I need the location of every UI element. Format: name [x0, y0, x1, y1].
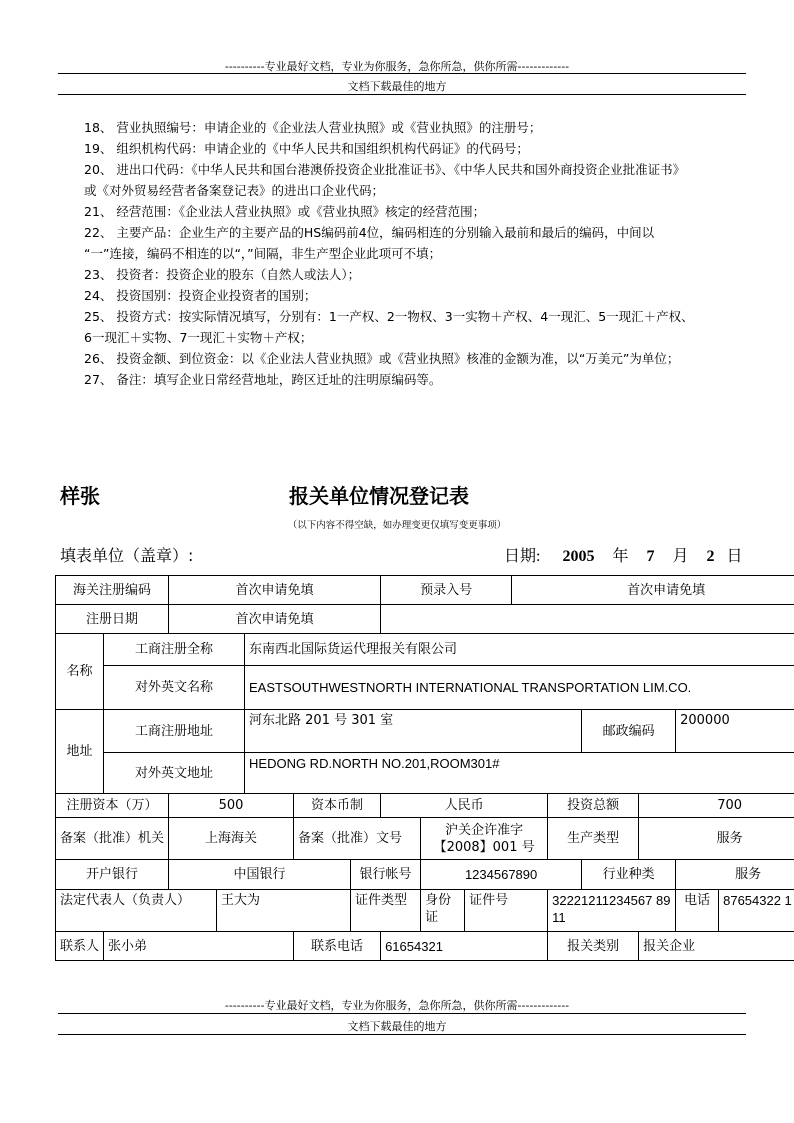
pre-entry-no-label: 预录入号 — [381, 576, 512, 605]
date-label: 日期: — [504, 548, 541, 565]
account-label: 银行帐号 — [351, 860, 421, 890]
filing-doc-value-line1: 沪关企许准字 — [445, 822, 524, 838]
note-item: 26、 投资金额、到位资金：以《企业法人营业执照》或《营业执照》核准的金额为准，以“万美元”为单位； — [84, 351, 680, 366]
id-type-label: 证件类型 — [351, 890, 421, 932]
currency-value[interactable]: 人民币 — [381, 794, 548, 818]
note-item: 22、 主要产品：企业生产的主要产品的HS编码前4位，编码相连的分别输入最前和最后的编码，中间以 — [84, 225, 655, 240]
date-day-unit: 日 — [726, 548, 743, 565]
table-row — [56, 818, 794, 860]
declare-category-value[interactable]: 报关企业 — [639, 932, 794, 961]
filing-doc-value-line2: 【2008】001 号 — [433, 839, 535, 855]
date-row — [504, 543, 743, 566]
table-row — [56, 605, 794, 634]
filing-authority-value[interactable]: 上海海关 — [169, 818, 294, 860]
note-item: “一”连接，编码不相连的以“，”间隔，非生产型企业此项可不填； — [84, 246, 442, 261]
sample-label: 样张 — [60, 484, 100, 508]
biz-reg-name-value[interactable]: 东南西北国际货运代理报关有限公司 — [245, 634, 794, 666]
reg-date-blank — [381, 605, 794, 634]
contact-value[interactable]: 张小弟 — [104, 932, 294, 961]
en-name-label: 对外英文名称 — [104, 666, 245, 710]
fill-unit-label: 填表单位（盖章）: — [60, 546, 194, 565]
filing-doc-label: 备案（批准）文号 — [294, 818, 421, 860]
filing-authority-label: 备案（批准）机关 — [56, 818, 169, 860]
note-item: 18、 营业执照编号：申请企业的《企业法人营业执照》或《营业执照》的注册号； — [84, 120, 542, 135]
table-row — [56, 576, 794, 605]
contact-phone-label: 联系电话 — [294, 932, 381, 961]
notes-list — [84, 117, 754, 390]
header-site-text: 文档下载最佳的地方 — [347, 80, 447, 93]
biz-reg-name-label: 工商注册全称 — [104, 634, 245, 666]
header-slogan: ----------专业最好文档，专业为你服务，急你所急，供你所需------------- — [224, 60, 570, 73]
note-item: 25、 投资方式：按实际情况填写，分别有：1一产权、2一物权、3一实物＋产权、4一现汇、5一现汇＋产权、 — [84, 309, 694, 324]
industry-value[interactable]: 服务 — [676, 860, 794, 890]
address-label: 地址 — [56, 710, 104, 794]
date-month-unit: 月 — [672, 548, 689, 565]
reg-capital-label: 注册资本（万） — [56, 794, 169, 818]
note-item: 23、 投资者：投资企业的股东（自然人或法人）； — [84, 267, 361, 282]
footer-site-text: 文档下载最佳的地方 — [347, 1020, 447, 1033]
id-no-label: 证件号 — [465, 890, 548, 932]
table-row — [56, 794, 794, 818]
form-subtitle: （以下内容不得空缺，如办理变更仅填写变更事项） — [287, 520, 507, 531]
postcode-label: 邮政编码 — [582, 710, 676, 753]
total-invest-value[interactable]: 700 — [639, 794, 794, 818]
phone-label: 电话 — [676, 890, 719, 932]
note-item: 20、 进出口代码：《中华人民共和国台港澳侨投资企业批准证书》、《中华人民共和国外商投资企业批准证书》 — [84, 162, 686, 177]
biz-reg-addr-value[interactable]: 河东北路 201 号 301 室 — [245, 710, 582, 753]
production-type-value[interactable]: 服务 — [639, 818, 794, 860]
note-item: 19、 组织机构代码：申请企业的《中华人民共和国组织机构代码证》的代码号； — [84, 141, 529, 156]
date-day: 2 — [706, 548, 715, 565]
phone-value[interactable]: 87654322 1 — [719, 890, 794, 932]
contact-phone-value[interactable]: 61654321 — [381, 932, 548, 961]
form-title: 报关单位情况登记表 — [289, 484, 469, 508]
id-type-value[interactable]: 身份证 — [421, 890, 465, 932]
id-no-value[interactable]: 32221211234567 8911 — [548, 890, 676, 932]
bank-value[interactable]: 中国银行 — [169, 860, 351, 890]
table-row — [56, 753, 794, 794]
declare-category-label: 报关类别 — [548, 932, 639, 961]
en-addr-value[interactable]: HEDONG RD.NORTH NO.201,ROOM301# — [245, 753, 794, 794]
en-addr-label: 对外英文地址 — [104, 753, 245, 794]
table-row — [56, 634, 794, 666]
contact-label: 联系人 — [56, 932, 104, 961]
footer-rule-bottom — [58, 1034, 746, 1035]
note-item: 21、 经营范围：《企业法人营业执照》或《营业执照》核定的经营范围； — [84, 204, 486, 219]
legal-rep-value[interactable]: 王大为 — [217, 890, 351, 932]
production-type-label: 生产类型 — [548, 818, 639, 860]
en-name-value[interactable]: EASTSOUTHWESTNORTH INTERNATIONAL TRANSPORTATION LIM.CO. — [245, 666, 794, 710]
total-invest-label: 投资总额 — [548, 794, 639, 818]
note-item: 6一现汇＋实物、7一现汇＋实物＋产权； — [84, 330, 313, 345]
table-row — [56, 666, 794, 710]
bank-label: 开户银行 — [56, 860, 169, 890]
date-month: 7 — [646, 548, 655, 565]
table-row — [56, 932, 794, 961]
date-year: 2005 — [562, 548, 595, 565]
postcode-value[interactable]: 200000 — [676, 710, 794, 753]
reg-capital-value[interactable]: 500 — [169, 794, 294, 818]
biz-reg-addr-label: 工商注册地址 — [104, 710, 245, 753]
filing-doc-value[interactable] — [421, 818, 548, 860]
footer-rule-top — [58, 1013, 746, 1014]
note-item: 或《对外贸易经营者备案登记表》的进出口企业代码； — [84, 183, 385, 198]
note-item: 27、 备注：填写企业日常经营地址，跨区迁址的注明原编码等。 — [84, 372, 442, 387]
industry-label: 行业种类 — [582, 860, 676, 890]
footer-slogan: ----------专业最好文档，专业为你服务，急你所急，供你所需------------- — [224, 999, 570, 1012]
table-row — [56, 860, 794, 890]
registration-form-table — [55, 575, 794, 961]
reg-date-value[interactable]: 首次申请免填 — [169, 605, 381, 634]
reg-date-label: 注册日期 — [56, 605, 169, 634]
currency-label: 资本币制 — [294, 794, 381, 818]
customs-reg-code-value[interactable]: 首次申请免填 — [169, 576, 381, 605]
header-rule-bottom — [58, 94, 746, 95]
name-label: 名称 — [56, 634, 104, 710]
customs-reg-code-label: 海关注册编码 — [56, 576, 169, 605]
pre-entry-no-value[interactable]: 首次申请免填 — [512, 576, 794, 605]
header-rule-top — [58, 73, 746, 74]
table-row — [56, 710, 794, 753]
note-item: 24、 投资国别：投资企业投资者的国别； — [84, 288, 317, 303]
table-row — [56, 890, 794, 932]
date-year-unit: 年 — [612, 548, 629, 565]
legal-rep-label: 法定代表人（负责人） — [56, 890, 217, 932]
account-value[interactable]: 1234567890 — [421, 860, 582, 890]
